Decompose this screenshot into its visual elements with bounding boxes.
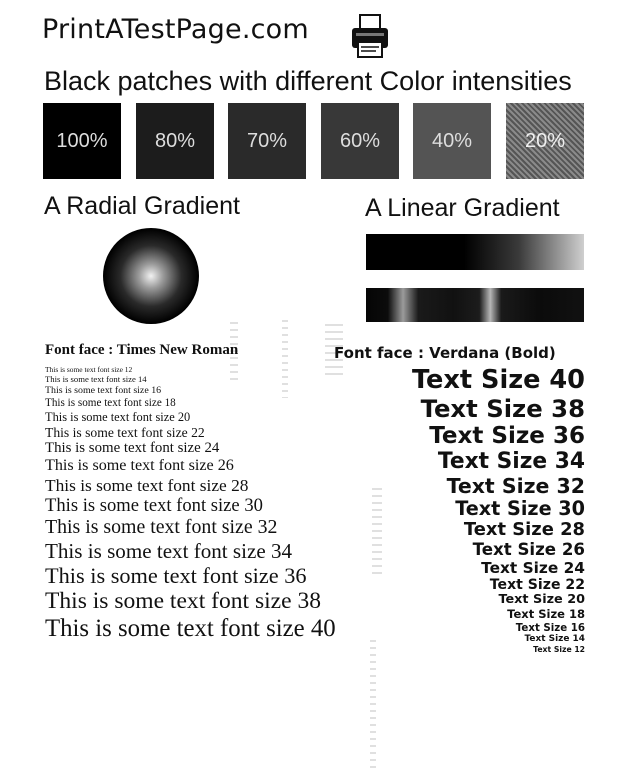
scan-streak <box>370 640 376 770</box>
verdana-sample-line: Text Size 22 <box>489 577 585 594</box>
times-sample-line: This is some text font size 22 <box>45 424 205 440</box>
verdana-sample-line: Text Size 20 <box>498 592 585 608</box>
times-sample-line: This is some text font size 38 <box>45 588 321 615</box>
verdana-sample-line: Text Size 24 <box>481 558 585 577</box>
intensity-patch: 20% <box>506 103 584 179</box>
times-font-label: Font face : Times New Roman <box>45 342 239 358</box>
verdana-sample-line: Text Size 14 <box>524 633 585 644</box>
linear-gradient-band <box>366 288 584 322</box>
intensity-patches <box>43 103 583 183</box>
linear-gradient-swatch <box>366 234 584 270</box>
verdana-sample-line: Text Size 26 <box>472 539 585 559</box>
verdana-sample-line: Text Size 40 <box>411 365 585 395</box>
linear-gradient-heading: A Linear Gradient <box>365 194 560 222</box>
times-sample-line: This is some text font size 40 <box>45 615 336 643</box>
times-sample-line: This is some text font size 18 <box>45 397 176 410</box>
verdana-sample-line: Text Size 32 <box>446 474 585 498</box>
intensity-patch: 70% <box>228 103 306 179</box>
times-sample-line: This is some text font size 12 <box>45 365 133 374</box>
verdana-sample-line: Text Size 30 <box>455 497 585 521</box>
verdana-sample-list <box>285 365 585 655</box>
verdana-sample-line: Text Size 36 <box>429 422 585 449</box>
printer-icon <box>346 12 394 60</box>
times-sample-line: This is some text font size 28 <box>45 475 249 495</box>
intensity-patch: 60% <box>321 103 399 179</box>
times-sample-line: This is some text font size 26 <box>45 457 234 475</box>
patches-heading: Black patches with different Color intensities <box>44 66 572 96</box>
times-sample-line: This is some text font size 30 <box>45 494 263 516</box>
times-sample-line: This is some text font size 36 <box>45 562 307 588</box>
verdana-sample-line: Text Size 34 <box>437 449 585 475</box>
verdana-sample-line: Text Size 38 <box>420 394 585 424</box>
times-sample-line: This is some text font size 34 <box>45 538 293 563</box>
verdana-font-label: Font face : Verdana (Bold) <box>334 344 556 362</box>
verdana-sample-line: Text Size 28 <box>463 519 585 541</box>
intensity-patch: 100% <box>43 103 121 179</box>
verdana-sample-line: Text Size 12 <box>533 644 585 654</box>
times-sample-line: This is some text font size 24 <box>45 440 220 457</box>
site-title: PrintATestPage.com <box>42 14 309 45</box>
verdana-sample-line: Text Size 18 <box>507 607 585 622</box>
radial-gradient-heading: A Radial Gradient <box>44 192 240 220</box>
radial-gradient-swatch <box>103 228 199 324</box>
times-sample-line: This is some text font size 32 <box>45 515 278 538</box>
times-sample-line: This is some text font size 20 <box>45 410 191 425</box>
intensity-patch: 40% <box>413 103 491 179</box>
verdana-sample-line: Text Size 16 <box>515 621 585 634</box>
intensity-patch: 80% <box>136 103 214 179</box>
times-sample-line: This is some text font size 16 <box>45 385 162 397</box>
times-sample-line: This is some text font size 14 <box>45 374 147 385</box>
